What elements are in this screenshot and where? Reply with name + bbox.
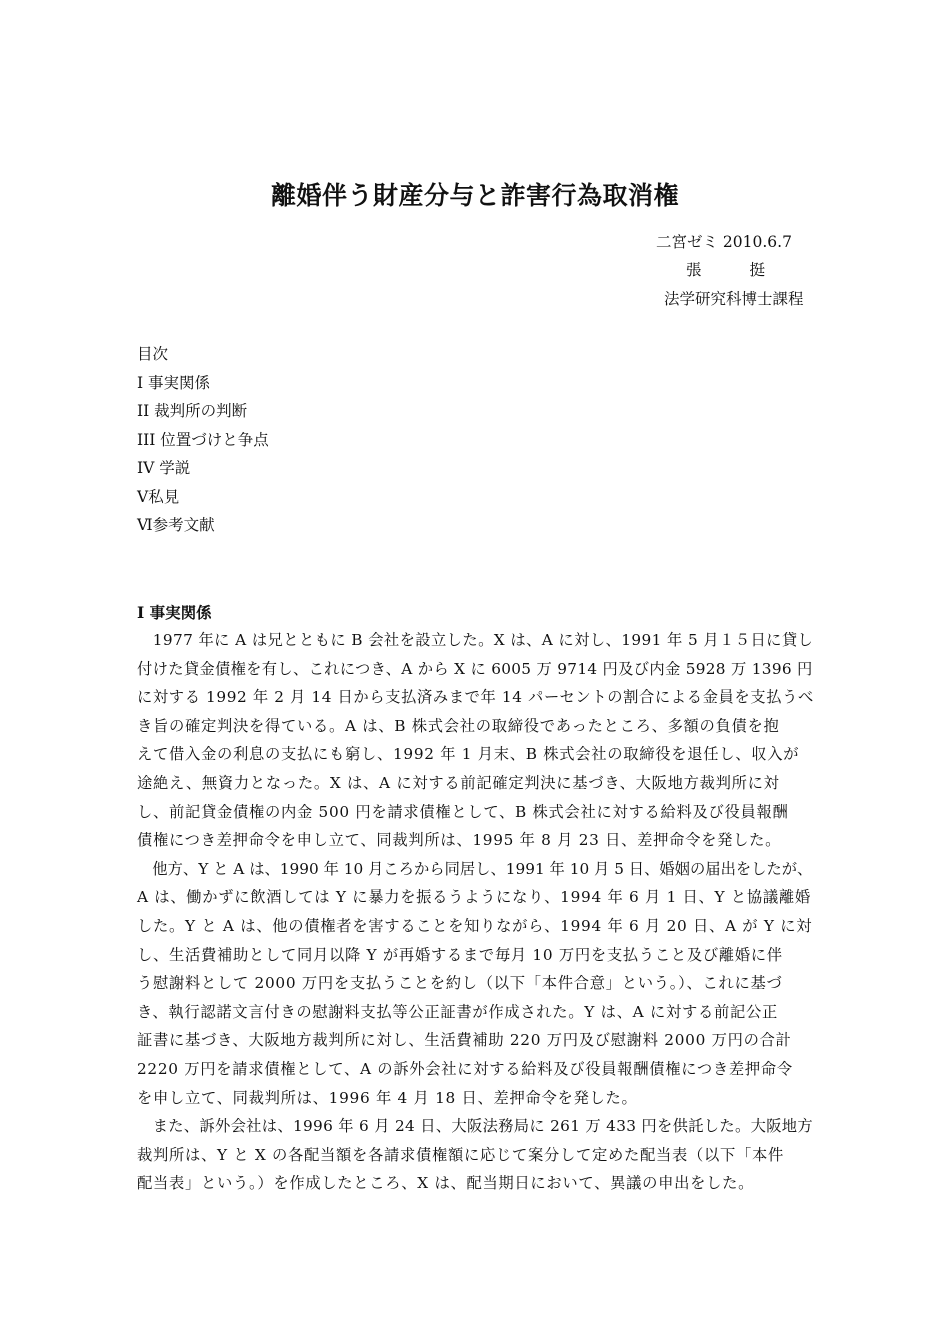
text-line: 1977 年に A は兄とともに B 会社を設立した。X は、A に対し、1991 年 5 月１５日に貸し xyxy=(137,631,814,649)
toc-list xyxy=(137,369,269,540)
text-line: に対する 1992 年 2 月 14 日から支払済みまで年 14 パーセントの割合による金員を支払うべ xyxy=(137,688,814,707)
text-line: 途絶え、無資力となった。X は、A に対する前記確定判決に基づき、大阪地方裁判所に対 xyxy=(137,773,780,792)
paragraph-facts-2 xyxy=(137,855,817,1112)
paragraph-facts-3 xyxy=(137,1112,817,1198)
section-facts xyxy=(137,600,817,1198)
text-line: 債権につき差押命令を申し立て、同裁判所は、1995 年 8 月 23 日、差押命令を発した。 xyxy=(137,831,782,850)
paragraph-facts-1 xyxy=(137,626,817,855)
text-line: う慰謝料として 2000 万円を支払うことを約し（以下「本件合意」という。）、これに基づ xyxy=(137,974,783,993)
text-line: 他方、Y と A は、1990 年 10 月ころから同居し、1991 年 10 月 5 日、婚姻の届出をしたが、 xyxy=(137,859,813,878)
text-line: を申し立て、同裁判所は、1996 年 4 月 18 日、差押命令を発した。 xyxy=(137,1088,638,1107)
toc-item: Ⅴ私見 xyxy=(137,487,180,506)
toc-item: III 位置づけと争点 xyxy=(137,430,269,449)
toc-heading: 目次 xyxy=(137,345,169,363)
text-line: した。Y と A は、他の債権者を害することを知りながら、1994 年 6 月 20 日、A が Y に対 xyxy=(137,916,813,935)
toc-item: I 事実関係 xyxy=(137,373,211,392)
author-name: 張挺 xyxy=(686,261,814,279)
document-title: 離婚伴う財産分与と詐害行為取消権 xyxy=(270,181,679,210)
toc-item: IV 学説 xyxy=(137,459,191,477)
text-line: 裁判所は、Y と X の各配当額を各請求債権額に応じて案分して定めた配当表（以下「本件 xyxy=(137,1145,784,1164)
toc-item: Ⅵ参考文献 xyxy=(137,516,215,534)
seminar-date: 二宮ゼミ 2010.6.7 xyxy=(656,233,792,251)
section-heading: I 事実関係 xyxy=(137,603,212,622)
text-line: 配当表」という。）を作成したところ、X は、配当期日において、異議の申出をした。 xyxy=(137,1174,755,1193)
text-line: し、前記貸金債権の内金 500 円を請求債権として、B 株式会社に対する給料及び役員報酬 xyxy=(137,802,789,821)
text-line: 2220 万円を請求債権として、A の訴外会社に対する給料及び役員報酬債権につき差押命令 xyxy=(137,1059,793,1078)
text-line: 付けた貸金債権を有し、これにつき、A から X に 6005 万 9714 円及び内金 5928 万 1396 円 xyxy=(137,659,813,678)
toc-item: II 裁判所の判断 xyxy=(137,402,248,420)
table-of-contents xyxy=(137,340,269,540)
text-line: えて借入金の利息の支払にも窮し、1992 年 1 月末、B 株式会社の取締役を退任し、収入が xyxy=(137,745,800,764)
text-line: き旨の確定判決を得ている。A は、B 株式会社の取締役であったところ、多額の負債を抱 xyxy=(137,716,780,735)
text-line: き、執行認諾文言付きの慰謝料支払等公正証書が作成された。Y は、A に対する前記公正 xyxy=(137,1002,778,1021)
author-affiliation: 法学研究科博士課程 xyxy=(664,290,804,308)
text-line: また、訴外会社は、1996 年 6 月 24 日、大阪法務局に 261 万 433 円を供託した。大阪地方 xyxy=(137,1117,813,1136)
text-line: A は、働かずに飲酒しては Y に暴力を振るうようになり、1994 年 6 月 1 日、Y と協議離婚 xyxy=(137,888,811,907)
text-line: し、生活費補助として同月以降 Y が再婚するまで毎月 10 万円を支払うこと及び離婚に伴 xyxy=(137,945,783,964)
text-line: 証書に基づき、大阪地方裁判所に対し、生活費補助 220 万円及び慰謝料 2000 万円の合計 xyxy=(137,1031,792,1050)
